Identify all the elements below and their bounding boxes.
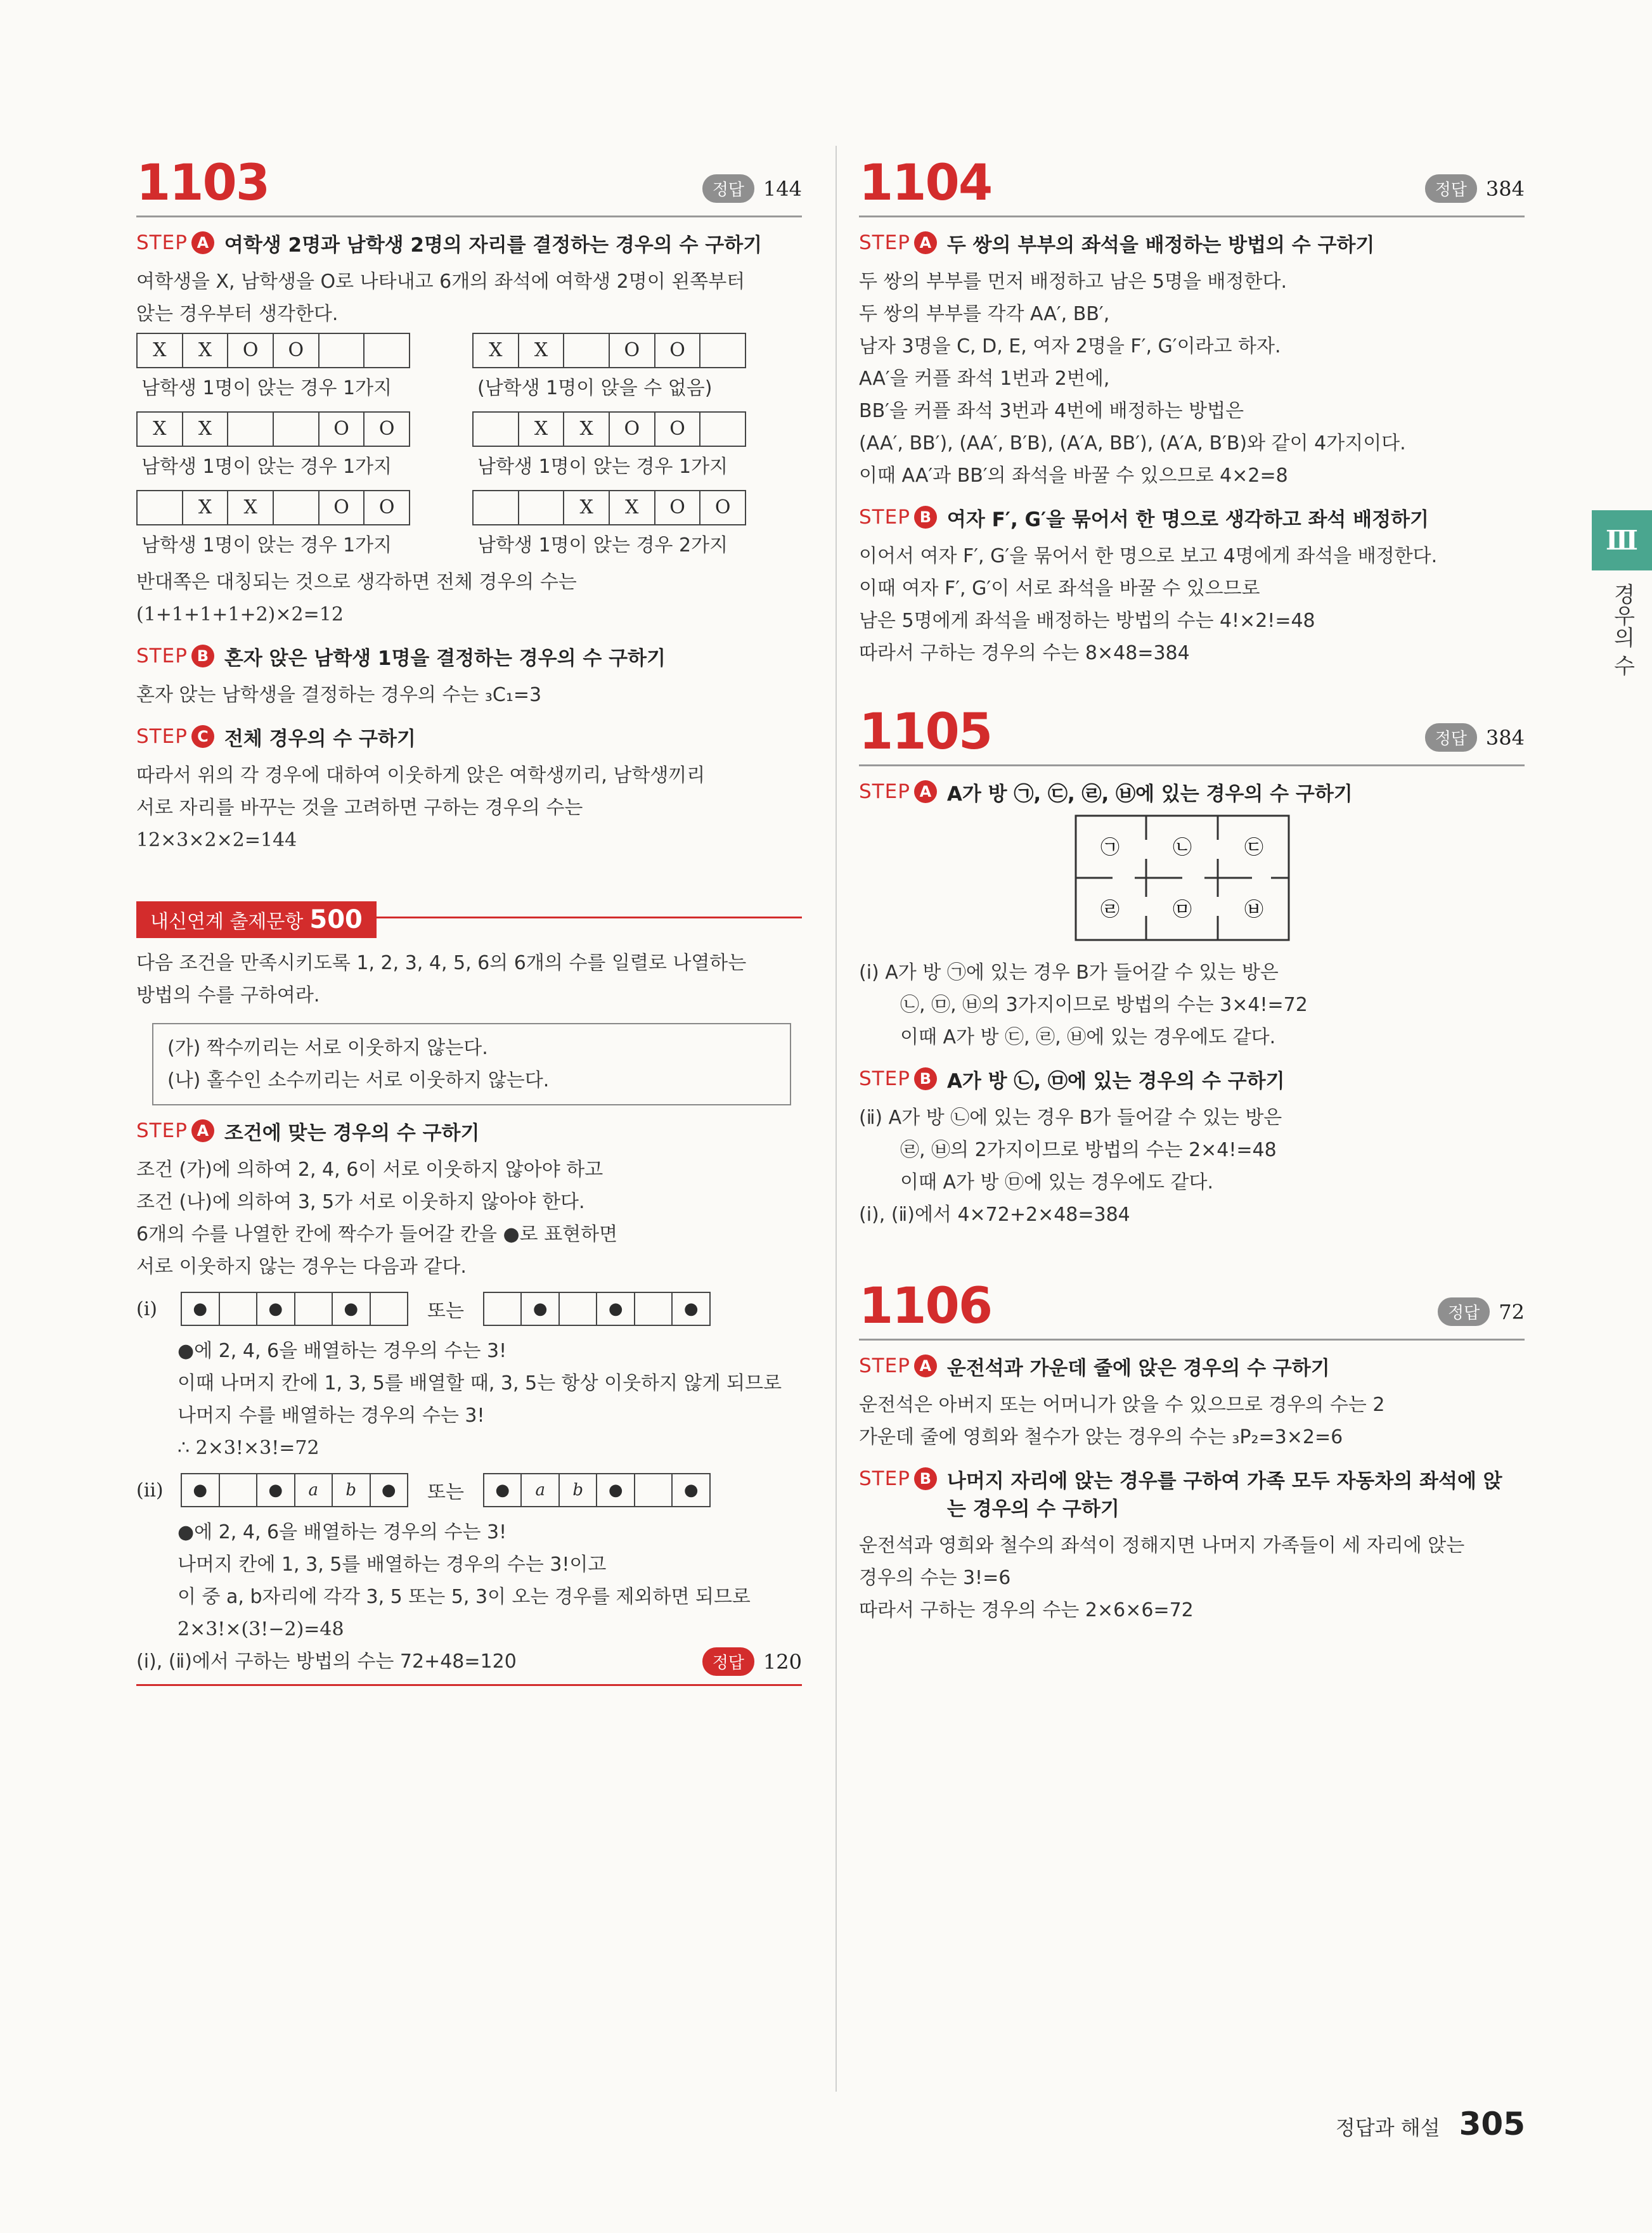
seat-cell: O [378, 496, 395, 518]
seat-cell: X [138, 413, 183, 446]
seat-cell: O [228, 334, 274, 367]
step-title: 두 쌍의 부부의 좌석을 배정하는 방법의 수 구하기 [946, 234, 1375, 257]
column-divider [836, 146, 837, 2092]
dot-board [483, 1292, 711, 1326]
dot-cell: a [295, 1474, 333, 1506]
or-text: 또는 [427, 1300, 464, 1322]
seat-cell: X [228, 491, 274, 524]
condition-box [152, 1023, 791, 1105]
dot-board [181, 1473, 408, 1507]
seat-cell: X [183, 413, 229, 446]
problem-1103-header [136, 146, 802, 217]
seat-cell: O [378, 418, 395, 440]
answer-value: 72 [1499, 1299, 1525, 1324]
dot-cell [484, 1293, 522, 1325]
problem-number: 1106 [859, 1278, 992, 1335]
step-tag: STEP [136, 231, 188, 254]
seat-board [472, 490, 745, 566]
seat-cell [228, 413, 274, 446]
seat-cell: O [655, 334, 701, 367]
seat-caption: 남학생 1명이 앉는 경우 1가지 [477, 456, 728, 478]
seat-board [472, 411, 745, 487]
text-line: 서로 이웃하지 않는 경우는 다음과 같다. [136, 1256, 467, 1278]
text-line: ●에 2, 4, 6을 배열하는 경우의 수는 3! [177, 1340, 507, 1362]
related-problem-number: 500 [309, 905, 363, 934]
answer-value: 384 [1485, 176, 1525, 201]
seat-cell [700, 413, 745, 446]
dot-cell [635, 1474, 673, 1506]
text-line: 6개의 수를 나열한 칸에 짝수가 들어갈 칸을 ●로 표현하면 [136, 1223, 618, 1245]
problem-number: 1103 [136, 155, 269, 212]
seat-board [136, 333, 409, 409]
seat-cell [474, 413, 519, 446]
room-diagram [1074, 814, 1525, 944]
final-answer-row [136, 1645, 802, 1678]
equation: (1+1+1+1+2)×2=12 [136, 603, 344, 626]
right-column [859, 146, 1525, 1626]
step-title-line: 는 경우의 수 구하기 [946, 1498, 1120, 1521]
step-b-heading [859, 506, 1525, 534]
footer-text: 정답과 해설 [1335, 2116, 1440, 2140]
dot-cell: ● [381, 1481, 396, 1500]
seat-cell [519, 491, 565, 524]
seat-cell: X [474, 334, 519, 367]
text-line: 남은 5명에게 좌석을 배정하는 방법의 수는 4!×2!=48 [859, 610, 1315, 632]
text-line: 따라서 위의 각 경우에 대하여 이웃하게 앉은 여학생끼리, 남학생끼리 [136, 764, 706, 787]
answer-badge: 정답 [702, 1647, 754, 1676]
dot-cell: ● [683, 1481, 699, 1500]
text-line: 이어서 여자 F′, G′을 묶어서 한 명으로 보고 4명에게 좌석을 배정한다. [859, 545, 1438, 567]
step-letter: B [914, 1467, 937, 1490]
seat-cell: O [655, 413, 701, 446]
seat-board-row [136, 333, 802, 409]
seat-cell [319, 334, 365, 367]
seat-caption: (남학생 1명이 앉을 수 없음) [477, 377, 713, 399]
dot-cell: ● [683, 1299, 699, 1318]
text-line: 서로 자리를 바꾸는 것을 고려하면 구하는 경우의 수는 [136, 797, 583, 819]
answer-box [1425, 723, 1525, 752]
dot-cell: ● [522, 1293, 560, 1325]
chapter-tab: Ⅲ [1592, 510, 1652, 570]
case-label: (ⅱ) [136, 1479, 164, 1502]
related-problem-label: 내신연계 출제문항 [150, 911, 304, 933]
step-letter: A [191, 231, 214, 254]
room-label: ㉣ [1100, 899, 1120, 921]
step-title: A가 방 ㉡, ㉤에 있는 경우의 수 구하기 [946, 1070, 1285, 1093]
dot-board [483, 1473, 711, 1507]
dot-cell: ● [333, 1293, 371, 1325]
step-title: 혼자 앉은 남학생 1명을 결정하는 경우의 수 구하기 [224, 647, 666, 670]
seat-cell: O [274, 334, 319, 367]
step-b-heading [859, 1467, 1525, 1523]
text-line: 여학생을 X, 남학생을 O로 나타내고 6개의 좌석에 여학생 2명이 왼쪽부터 [136, 271, 745, 293]
room-label: ㉥ [1244, 899, 1263, 921]
case-label: (ⅰ) [136, 1297, 158, 1320]
step-tag: STEP [859, 1355, 910, 1377]
text-line: 방법의 수를 구하여라. [136, 984, 320, 1007]
step-letter: A [914, 1355, 937, 1377]
answer-badge: 정답 [1438, 1297, 1490, 1326]
step-letter: A [914, 231, 937, 254]
step-a-heading [859, 1355, 1525, 1382]
seat-cell: O [610, 413, 655, 446]
step-title: 여자 F′, G′을 묶어서 한 명으로 생각하고 좌석 배정하기 [946, 508, 1429, 531]
step-tag: STEP [136, 725, 188, 748]
page-footer [1336, 2106, 1525, 2142]
text-line: 두 쌍의 부부를 먼저 배정하고 남은 5명을 배정한다. [859, 271, 1287, 293]
related-problem-section [136, 905, 802, 1686]
step-a-heading [859, 780, 1525, 808]
seat-cell: X [183, 491, 229, 524]
dot-cell: ● [484, 1474, 522, 1506]
seat-cell [274, 491, 319, 524]
case-i-row [136, 1292, 802, 1326]
step-letter: A [191, 1119, 214, 1142]
step-tag: STEP [859, 1067, 910, 1090]
dot-cell [220, 1293, 258, 1325]
step-tag: STEP [136, 645, 188, 667]
seat-cell: O [319, 413, 365, 446]
step-letter: B [914, 506, 937, 529]
dot-cell [295, 1293, 333, 1325]
text-line: 따라서 구하는 경우의 수는 8×48=384 [859, 642, 1190, 664]
dot-board [181, 1292, 408, 1326]
text-line: 남자 3명을 C, D, E, 여자 2명을 F′, G′이라고 하자. [859, 335, 1281, 357]
seat-cell [138, 491, 183, 524]
dot-cell [560, 1293, 598, 1325]
step-a-heading [859, 231, 1525, 259]
dot-cell: ● [257, 1293, 295, 1325]
text-line: 이때 A가 방 ㉢, ㉣, ㉥에 있는 경우에도 같다. [900, 1026, 1276, 1048]
problem-1104-header [859, 146, 1525, 217]
text-line: 나머지 칸에 1, 3, 5를 배열하는 경우의 수는 3!이고 [177, 1554, 607, 1576]
seat-cell: O [714, 496, 731, 518]
step-letter: B [191, 645, 214, 667]
condition-line: (나) 홀수인 소수끼리는 서로 이웃하지 않는다. [167, 1069, 550, 1091]
seat-caption: 남학생 1명이 앉는 경우 1가지 [141, 534, 392, 557]
left-column [136, 146, 802, 1686]
case-ii-row [136, 1473, 802, 1507]
step-title: A가 방 ㉠, ㉢, ㉣, ㉥에 있는 경우의 수 구하기 [946, 783, 1353, 806]
step-a-heading [136, 1119, 802, 1147]
room-diagram-svg [1074, 814, 1290, 941]
problem-1105-header [859, 695, 1525, 766]
seat-board [136, 411, 409, 487]
seat-cell [700, 334, 745, 367]
dot-cell: b [333, 1474, 371, 1506]
room-label: ㉤ [1173, 899, 1192, 921]
seat-cell: X [564, 491, 610, 524]
answer-box [1438, 1297, 1525, 1326]
step-letter: A [914, 780, 937, 803]
step-tag: STEP [859, 1467, 910, 1490]
text-line: 다음 조건을 만족시키도록 1, 2, 3, 4, 5, 6의 6개의 수를 일렬로 나열하는 [136, 952, 747, 974]
problem-number: 1105 [859, 704, 992, 761]
answer-badge: 정답 [1425, 174, 1477, 203]
text-line: 앉는 경우부터 생각한다. [136, 303, 339, 325]
seat-board [472, 333, 745, 409]
condition-line: (가) 짝수끼리는 서로 이웃하지 않는다. [167, 1037, 488, 1059]
seat-cell [274, 413, 319, 446]
text-line: 조건 (가)에 의하여 2, 4, 6이 서로 이웃하지 않아야 하고 [136, 1159, 603, 1181]
text-line: 이때 AA′과 BB′의 좌석을 바꿀 수 있으므로 4×2=8 [859, 465, 1288, 487]
dot-cell: ● [182, 1474, 220, 1506]
seat-caption: 남학생 1명이 앉는 경우 1가지 [141, 377, 392, 399]
answer-value: 384 [1485, 725, 1525, 750]
equation: 2×3!×(3!−2)=48 [177, 1618, 344, 1640]
text-line: 반대쪽은 대칭되는 것으로 생각하면 전체 경우의 수는 [136, 571, 577, 593]
seat-cell [564, 334, 610, 367]
room-label: ㉢ [1244, 837, 1263, 859]
dot-cell [635, 1293, 673, 1325]
dot-cell: b [560, 1474, 598, 1506]
dot-cell: a [522, 1474, 560, 1506]
seat-cell: X [519, 413, 565, 446]
room-label: ㉠ [1100, 837, 1120, 859]
text-line: (AA′, BB′), (AA′, B′B), (A′A, BB′), (A′A, B′B)와 같이 4가지이다. [859, 432, 1406, 454]
step-title: 전체 경우의 수 구하기 [224, 728, 416, 750]
step-b-heading [859, 1067, 1525, 1095]
dot-cell [220, 1474, 258, 1506]
dot-cell: ● [597, 1474, 635, 1506]
step-a-heading [136, 231, 802, 259]
step-title: 여학생 2명과 남학생 2명의 자리를 결정하는 경우의 수 구하기 [224, 234, 763, 257]
seat-cell: X [519, 334, 565, 367]
text-line: 이때 여자 F′, G′이 서로 좌석을 바꿀 수 있으므로 [859, 577, 1260, 600]
text-line: (ⅰ) A가 방 ㉠에 있는 경우 B가 들어갈 수 있는 방은 [859, 962, 1279, 984]
step-letter: C [191, 725, 214, 748]
seat-caption: 남학생 1명이 앉는 경우 2가지 [477, 534, 728, 557]
seat-cell: X [138, 334, 183, 367]
answer-box [1425, 174, 1525, 203]
step-b-heading [136, 645, 802, 672]
step-title: 조건에 맞는 경우의 수 구하기 [224, 1122, 480, 1145]
text-line: (ⅰ), (ⅱ)에서 구하는 방법의 수는 72+48=120 [136, 1651, 517, 1673]
seat-caption: 남학생 1명이 앉는 경우 1가지 [141, 456, 392, 478]
text-line: 이때 나머지 칸에 1, 3, 5를 배열할 때, 3, 5는 항상 이웃하지 않게 되므로 [177, 1372, 782, 1394]
seat-cell: O [610, 334, 655, 367]
text-line: 나머지 수를 배열하는 경우의 수는 3! [177, 1405, 485, 1427]
text-line: 따라서 구하는 경우의 수는 2×6×6=72 [859, 1599, 1194, 1621]
text-line: BB′을 커플 좌석 3번과 4번에 배정하는 방법은 [859, 400, 1244, 422]
text-line: 운전석과 영희와 철수의 좌석이 정해지면 나머지 가족들이 세 자리에 앉는 [859, 1535, 1465, 1557]
seat-cell: X [610, 491, 655, 524]
text-line: (ⅰ), (ⅱ)에서 4×72+2×48=384 [859, 1204, 1130, 1226]
seat-board-row [136, 490, 802, 566]
seat-cell: X [564, 413, 610, 446]
text-line: ●에 2, 4, 6을 배열하는 경우의 수는 3! [177, 1521, 507, 1543]
room-label: ㉡ [1173, 837, 1192, 859]
text-line: AA′을 커플 좌석 1번과 2번에, [859, 368, 1110, 390]
seat-board-row [136, 411, 802, 487]
answer-value: 144 [763, 176, 802, 201]
text-line: 경우의 수는 3!=6 [859, 1567, 1011, 1589]
step-tag: STEP [859, 506, 910, 529]
answer-badge: 정답 [1425, 723, 1477, 752]
step-tag: STEP [859, 780, 910, 803]
step-title [947, 1467, 1502, 1523]
step-tag: STEP [136, 1119, 188, 1142]
text-line: 이때 A가 방 ㉤에 있는 경우에도 같다. [900, 1171, 1214, 1194]
seat-cell: O [655, 491, 701, 524]
step-title: 운전석과 가운데 줄에 앉은 경우의 수 구하기 [946, 1357, 1330, 1380]
text-line: ㉡, ㉤, ㉥의 3가지이므로 방법의 수는 3×4!=72 [900, 994, 1308, 1016]
seat-cell [474, 491, 519, 524]
seat-cell [365, 334, 409, 367]
text-line: 두 쌍의 부부를 각각 AA′, BB′, [859, 303, 1110, 325]
text-line: (ⅱ) A가 방 ㉡에 있는 경우 B가 들어갈 수 있는 방은 [859, 1107, 1282, 1129]
text-line: 이 중 a, b자리에 각각 3, 5 또는 5, 3이 오는 경우를 제외하면 되므로 [177, 1586, 751, 1608]
text-line: ㉣, ㉥의 2가지이므로 방법의 수는 2×4!=48 [900, 1139, 1277, 1161]
text-line: 가운데 줄에 영희와 철수가 앉는 경우의 수는 ₃P₂=3×2=6 [859, 1426, 1343, 1448]
section-end-rule [136, 1684, 802, 1686]
equation: 12×3×2×2=144 [136, 829, 297, 851]
text-line: 조건 (나)에 의하여 3, 5가 서로 이웃하지 않아야 한다. [136, 1191, 585, 1213]
step-title-line: 나머지 자리에 앉는 경우를 구하여 가족 모두 자동차의 좌석에 앉 [946, 1470, 1502, 1493]
answer-value: 120 [763, 1649, 802, 1674]
text-line: 혼자 앉는 남학생을 결정하는 경우의 수는 ₃C₁=3 [136, 684, 542, 706]
or-text: 또는 [427, 1481, 464, 1503]
dot-cell: ● [257, 1474, 295, 1506]
dot-cell: ● [597, 1293, 635, 1325]
chapter-title: 경우의 수 [1610, 583, 1635, 676]
dot-cell: ● [182, 1293, 220, 1325]
dot-cell [371, 1293, 408, 1325]
step-tag: STEP [859, 231, 910, 254]
page-number: 305 [1459, 2106, 1525, 2142]
step-letter: B [914, 1067, 937, 1090]
seat-board [136, 490, 409, 566]
answer-box [702, 174, 802, 203]
related-problem-tag [136, 901, 377, 938]
step-c-heading [136, 725, 802, 753]
seat-cell: O [319, 491, 365, 524]
problem-number: 1104 [859, 155, 992, 212]
text-line: 운전석은 아버지 또는 어머니가 앉을 수 있으므로 경우의 수는 2 [859, 1394, 1385, 1416]
equation: ∴ 2×3!×3!=72 [177, 1437, 319, 1459]
problem-1106-header [859, 1269, 1525, 1341]
answer-badge: 정답 [702, 174, 754, 203]
seat-cell: X [183, 334, 229, 367]
